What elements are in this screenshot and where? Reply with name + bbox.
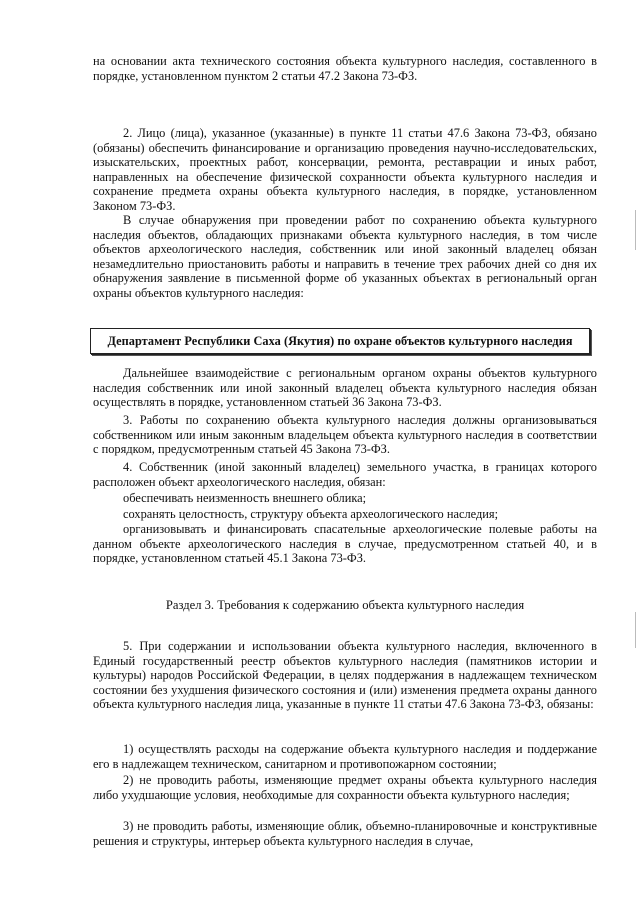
paragraph-top-continuation: на основании акта технического состояния объекта культурного наследия, составленного в порядке, установленном пунктом 2 статьи 47.2 Закона 73-ФЗ. (93, 54, 597, 83)
paragraph-item-5-1: 1) осуществлять расходы на содержание объекта культурного наследия и поддержание его в надлежащем техническом, санитарном и противопожарном состоянии; (93, 742, 597, 771)
paragraph-interaction: Дальнейшее взаимодействие с региональным органом охраны объектов культурного наследия собственник или иной законный владелец объекта культурного наследия обязан осуществлять в порядке, установленном статьей 36 Закона 73-ФЗ. (93, 366, 597, 410)
paragraph-item-4c: организовывать и финансировать спасательные археологические полевые работы на данном объекте археологического наследия в случае, предусмотренном статьей 40, и в порядке, установленном статьей 45.1 Закона 73-ФЗ. (93, 522, 597, 566)
paragraph-item-4: 4. Собственник (иной законный владелец) земельного участка, в границах которого расположен объект археологического наследия, обязан: (93, 460, 597, 489)
scan-edge-mark (635, 612, 636, 648)
authority-box (90, 328, 590, 354)
authority-name: Департамент Республики Саха (Якутия) по охране объектов культурного наследия (107, 333, 573, 348)
paragraph-item-4a: обеспечивать неизменность внешнего облика; (123, 491, 367, 505)
paragraph-item-5-3: 3) не проводить работы, изменяющие облик, объемно-планировочные и конструктивные решения и структуры, интерьер объекта культурного наследия в случае, (93, 819, 597, 848)
paragraph-item-4b: сохранять целостность, структуру объекта археологического наследия; (123, 507, 499, 521)
paragraph-item-2: 2. Лицо (лица), указанное (указанные) в пункте 11 статьи 47.6 Закона 73-ФЗ, обязано (обязаны) обеспечить финансирование и организацию проведения научно-исследовательских, изыскательских, проектных работ, консервации, ремонта, реставрации и иных работ, направленных на обеспечение физической сохранности объекта культурного наследия и сохранение предмета охраны объекта культурного наследия, в порядке, установленном Законом 73-ФЗ. (93, 126, 597, 213)
paragraph-discovery: В случае обнаружения при проведении работ по сохранению объекта культурного наследия объектов, обладающих признаками объекта культурного наследия, в том числе объектов археологического наследия, собственник или иной законный владелец обязан незамедлительно приостановить работы и направить в течение трех рабочих дней со дня их обнаружения заявление в письменной форме об указанных объектах в региональный орган охраны объектов культурного наследия: (93, 213, 597, 300)
scan-edge-mark (635, 210, 636, 250)
paragraph-item-5-2: 2) не проводить работы, изменяющие предмет охраны объекта культурного наследия либо ухудшающие условия, необходимые для сохранности объекта культурного наследия; (93, 773, 597, 802)
section-heading: Раздел 3. Требования к содержанию объекта культурного наследия (165, 598, 525, 612)
paragraph-item-5: 5. При содержании и использовании объекта культурного наследия, включенного в Единый государственный реестр объектов культурного наследия (памятников истории и культуры) народов Российской Федерации, в целях поддержания в надлежащем техническом состоянии без ухудшения физического состояния и (или) изменения предмета охраны данного объекта культурного наследия лица, указанные в пункте 11 статьи 47.6 Закона 73-ФЗ, обязаны: (93, 639, 597, 712)
paragraph-item-3: 3. Работы по сохранению объекта культурного наследия должны организовываться собственником или иным законным владельцем объекта культурного наследия в соответствии с порядком, предусмотренным статьей 45 Закона 73-ФЗ. (93, 413, 597, 457)
